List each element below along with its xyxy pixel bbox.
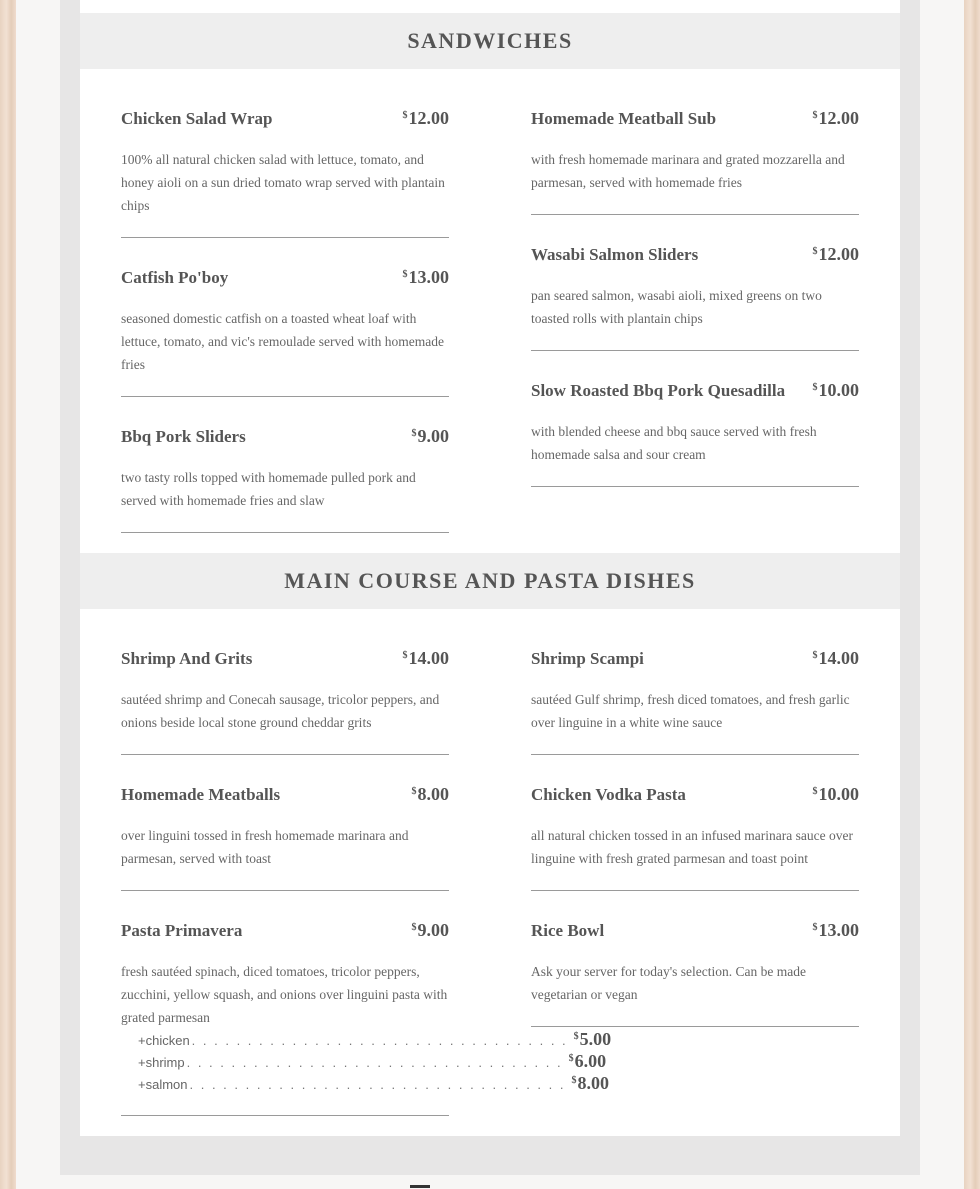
item-divider [531,890,859,891]
section-title: SANDWICHES [407,28,573,53]
wood-border-left [0,0,17,1189]
addon-price: $6.00 [568,1051,607,1071]
item-divider [121,396,449,397]
item-divider [531,350,859,351]
addon-row [138,1029,612,1051]
item-divider [121,532,449,533]
item-price: $10.00 [812,784,859,804]
item-name: Chicken Vodka Pasta [531,785,686,804]
item-divider [531,486,859,487]
item-price: $14.00 [812,648,859,668]
item-addons [121,1029,612,1095]
section-title: MAIN COURSE AND PASTA DISHES [284,568,696,593]
addon-price: $8.00 [571,1073,609,1093]
menu-item [121,426,449,512]
addon-name: +chicken [138,1033,190,1048]
item-divider [531,754,859,755]
menu-item [121,267,449,376]
item-price: $10.00 [812,380,859,400]
section-header-main-course [80,553,900,609]
item-price: $13.00 [402,267,449,287]
item-description: 100% all natural chicken salad with lettuce, tomato, and honey aioli on a sun dried tomato wrap served with plantain chips [121,152,445,213]
menu-item [121,784,449,870]
menu-item [121,108,449,217]
item-divider [531,214,859,215]
page-footer-strip [60,1175,920,1189]
item-price: $12.00 [812,108,859,128]
item-description: over linguini tossed in fresh homemade marinara and parmesan, served with toast [121,828,409,866]
addon-name: +salmon [138,1077,188,1092]
item-divider [121,1115,449,1116]
item-description: with blended cheese and bbq sauce served with fresh homemade salsa and sour cream [531,424,817,462]
item-name: Shrimp And Grits [121,649,253,668]
item-description: seasoned domestic catfish on a toasted wheat loaf with lettuce, tomato, and vic's remoulade served with homemade fries [121,311,444,372]
item-name: Rice Bowl [531,921,605,940]
item-name: Bbq Pork Sliders [121,427,246,446]
wood-border-right [963,0,980,1189]
menu-item [531,784,859,870]
addon-row [138,1073,609,1095]
menu-item [531,380,859,466]
item-name: Shrimp Scampi [531,649,644,668]
menu-item [531,648,859,734]
leader-dots: . . . . . . . . . . . . . . . . . . . . . . . . . . . . . . . . . . [191,1033,568,1048]
item-divider [531,1026,859,1027]
item-price: $13.00 [812,920,859,940]
item-description: all natural chicken tossed in an infused marinara sauce over linguine with fresh grated parmesan and toast point [531,828,853,866]
item-description: two tasty rolls topped with homemade pulled pork and served with homemade fries and slaw [121,470,416,508]
item-price: $9.00 [411,426,449,446]
leader-dots: . . . . . . . . . . . . . . . . . . . . . . . . . . . . . . . . . . [186,1055,563,1070]
item-name: Chicken Salad Wrap [121,109,273,128]
item-price: $12.00 [402,108,449,128]
item-price: $14.00 [402,648,449,668]
item-divider [121,890,449,891]
item-price: $12.00 [812,244,859,264]
menu-item [531,108,859,194]
addon-name: +shrimp [138,1055,185,1070]
item-name: Homemade Meatballs [121,785,281,804]
menu-item [531,244,859,330]
menu-card-top [80,0,900,13]
item-name: Wasabi Salmon Sliders [531,245,699,264]
item-description: pan seared salmon, wasabi aioli, mixed greens on two toasted rolls with plantain chips [531,288,822,326]
item-description: Ask your server for today's selection. Can be made vegetarian or vegan [531,964,806,1002]
item-description: with fresh homemade marinara and grated mozzarella and parmesan, served with homemade fries [531,152,845,190]
item-name: Catfish Po'boy [121,268,229,287]
leader-dots: . . . . . . . . . . . . . . . . . . . . . . . . . . . . . . . . . . [189,1077,566,1092]
item-description: fresh sautéed spinach, diced tomatoes, tricolor peppers, zucchini, yellow squash, and onions over linguini pasta with grated parmesan [121,964,448,1025]
item-divider [121,237,449,238]
scroll-handle-icon[interactable] [410,1185,430,1188]
item-description: sautéed Gulf shrimp, fresh diced tomatoes, and fresh garlic over linguine in a white wine sauce [531,692,850,730]
item-name: Homemade Meatball Sub [531,109,717,128]
addon-row [138,1051,607,1073]
menu-item [121,648,449,734]
section-header-sandwiches [80,13,900,69]
addon-price: $5.00 [573,1029,612,1049]
menu-item [531,920,859,1006]
item-name: Slow Roasted Bbq Pork Quesadilla [531,381,786,400]
item-price: $8.00 [411,784,449,804]
item-divider [121,754,449,755]
item-name: Pasta Primavera [121,921,243,940]
item-description: sautéed shrimp and Conecah sausage, tricolor peppers, and onions beside local stone ground cheddar grits [121,692,440,730]
item-price: $9.00 [411,920,449,940]
